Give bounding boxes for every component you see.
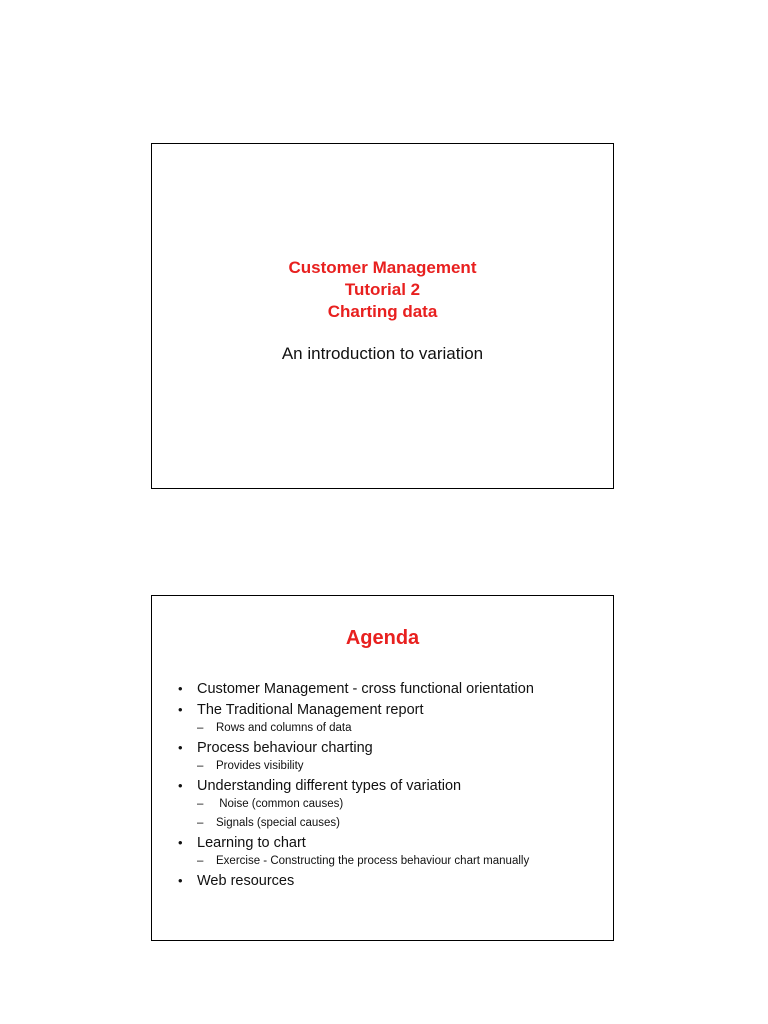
agenda-subitem-text: Signals (special causes)	[216, 817, 341, 829]
dash-icon: –	[197, 722, 204, 734]
bullet-icon: •	[178, 740, 183, 755]
bullet-icon: •	[178, 702, 183, 717]
agenda-subitem	[197, 853, 603, 869]
agenda-item-text: The Traditional Management report	[197, 702, 424, 718]
slide-title	[151, 143, 614, 489]
agenda-subitem-text: Exercise - Constructing the process behaviour chart manually	[216, 855, 530, 867]
agenda-sublist	[197, 796, 603, 831]
agenda-subitem-text: Provides visibility	[216, 760, 304, 772]
agenda-subitem	[197, 815, 603, 831]
agenda-item-text: Understanding different types of variation	[197, 778, 462, 794]
bullet-icon: •	[178, 681, 183, 696]
agenda-subitem	[197, 758, 603, 774]
agenda-sublist	[197, 720, 603, 736]
agenda-item	[178, 872, 603, 890]
agenda-subitem	[197, 720, 603, 736]
agenda-list	[178, 680, 603, 893]
agenda-item	[178, 777, 603, 831]
agenda-subitem-text: Noise (common causes)	[216, 798, 344, 810]
agenda-item	[178, 739, 603, 774]
bullet-icon: •	[178, 778, 183, 793]
slide-subtitle: An introduction to variation	[281, 344, 484, 363]
dash-icon: –	[197, 855, 204, 867]
agenda-item-text: Process behaviour charting	[197, 740, 373, 756]
dash-icon: –	[197, 760, 204, 772]
agenda-item	[178, 680, 603, 698]
dash-icon: –	[197, 798, 204, 810]
agenda-item-text: Learning to chart	[197, 835, 306, 851]
agenda-heading: Agenda	[345, 627, 420, 649]
agenda-item	[178, 834, 603, 869]
title-line-1: Customer Management	[288, 258, 477, 277]
bullet-icon: •	[178, 873, 183, 888]
slide-title-heading	[152, 257, 613, 323]
agenda-item	[178, 701, 603, 736]
agenda-sublist	[197, 758, 603, 774]
title-line-2: Tutorial 2	[344, 280, 421, 299]
title-line-3: Charting data	[327, 302, 438, 321]
agenda-subitem	[197, 796, 603, 812]
agenda-item-text: Customer Management - cross functional orientation	[197, 681, 534, 697]
agenda-subitem-text: Rows and columns of data	[216, 722, 352, 734]
bullet-icon: •	[178, 835, 183, 850]
slide-agenda	[151, 595, 614, 941]
dash-icon: –	[197, 817, 204, 829]
agenda-item-text: Web resources	[197, 873, 295, 889]
agenda-sublist	[197, 853, 603, 869]
